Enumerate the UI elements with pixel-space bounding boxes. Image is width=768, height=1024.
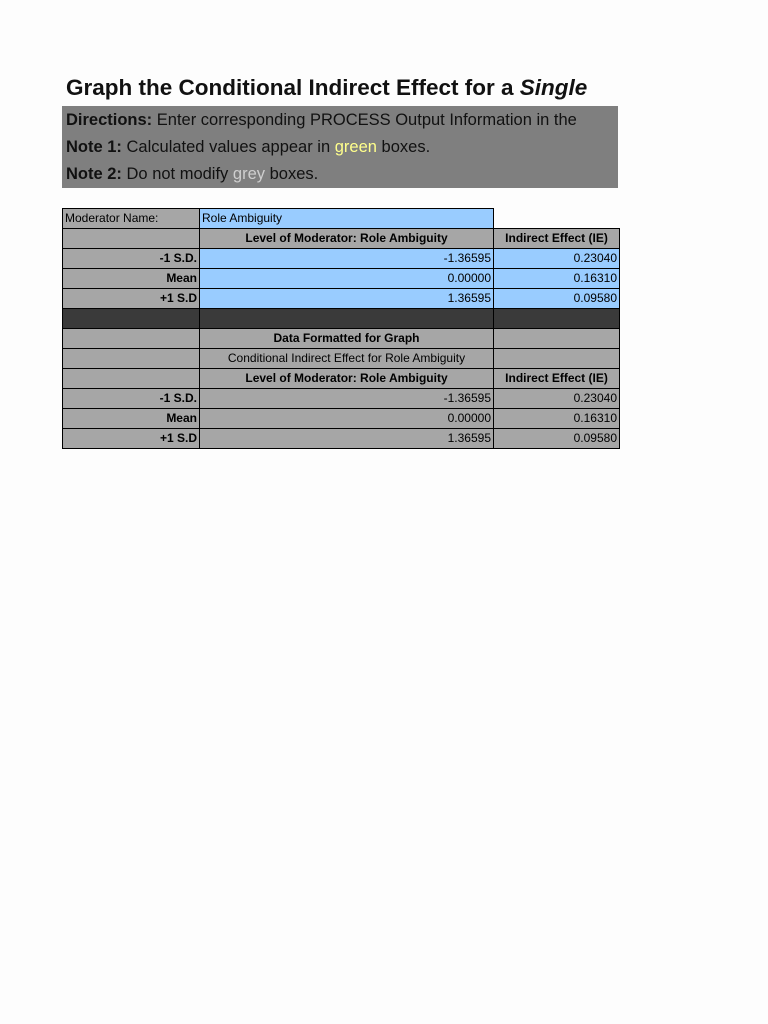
empty-cell	[63, 329, 200, 349]
ie-value: 0.09580	[494, 429, 620, 449]
empty-cell	[494, 329, 620, 349]
directions-text: Enter corresponding PROCESS Output Information in the	[156, 111, 577, 129]
separator-cell	[200, 309, 494, 329]
level-input[interactable]: -1.36595	[200, 249, 494, 269]
input-row	[63, 249, 620, 269]
ie-input[interactable]: 0.09580	[494, 289, 620, 309]
note2-label: Note 2:	[66, 165, 122, 183]
empty-cell	[63, 369, 200, 389]
empty-cell	[63, 229, 200, 249]
note2-text: Do not modify	[126, 165, 229, 183]
graph-row	[63, 429, 620, 449]
separator-row	[63, 309, 620, 329]
graph-row	[63, 409, 620, 429]
empty-cell	[494, 209, 620, 229]
empty-cell	[63, 349, 200, 369]
row-label: +1 S.D	[63, 429, 200, 449]
row-label: -1 S.D.	[63, 389, 200, 409]
graph-subtitle: Conditional Indirect Effect for Role Ambiguity	[200, 349, 494, 369]
ie-value: 0.16310	[494, 409, 620, 429]
level-column-header: Level of Moderator: Role Ambiguity	[200, 369, 494, 389]
ie-value: 0.23040	[494, 389, 620, 409]
note2-line	[66, 161, 318, 187]
moderator-name-label: Moderator Name:	[63, 209, 200, 229]
graph-header-row	[63, 369, 620, 389]
row-label: +1 S.D	[63, 289, 200, 309]
note1-suffix: boxes.	[381, 138, 431, 156]
moderator-data-table	[62, 208, 620, 449]
level-input[interactable]: 0.00000	[200, 269, 494, 289]
title-main: Graph the Conditional Indirect Effect for a	[66, 75, 514, 100]
graph-section-title: Data Formatted for Graph	[200, 329, 494, 349]
note1-label: Note 1:	[66, 138, 122, 156]
directions-label: Directions:	[66, 111, 153, 129]
graph-row	[63, 389, 620, 409]
empty-cell	[494, 349, 620, 369]
ie-column-header: Indirect Effect (IE)	[494, 369, 620, 389]
title-italic: Single	[519, 75, 588, 100]
ie-column-header: Indirect Effect (IE)	[494, 229, 620, 249]
level-column-header: Level of Moderator: Role Ambiguity	[200, 229, 494, 249]
note1-highlight: green	[334, 138, 377, 156]
graph-section-title-row	[63, 329, 620, 349]
note2-suffix: boxes.	[269, 165, 319, 183]
level-value: 1.36595	[200, 429, 494, 449]
input-header-row	[63, 229, 620, 249]
directions-line	[66, 107, 577, 133]
page-title	[66, 72, 618, 104]
graph-subtitle-row	[63, 349, 620, 369]
row-label: -1 S.D.	[63, 249, 200, 269]
ie-input[interactable]: 0.16310	[494, 269, 620, 289]
instructions-banner	[62, 106, 618, 188]
moderator-name-row	[63, 209, 620, 229]
ie-input[interactable]: 0.23040	[494, 249, 620, 269]
input-row	[63, 269, 620, 289]
row-label: Mean	[63, 409, 200, 429]
level-value: 0.00000	[200, 409, 494, 429]
note1-line	[66, 134, 430, 160]
separator-cell	[63, 309, 200, 329]
note2-highlight: grey	[232, 165, 266, 183]
level-input[interactable]: 1.36595	[200, 289, 494, 309]
level-value: -1.36595	[200, 389, 494, 409]
input-row	[63, 289, 620, 309]
row-label: Mean	[63, 269, 200, 289]
moderator-name-input[interactable]: Role Ambiguity	[200, 209, 494, 229]
separator-cell	[494, 309, 620, 329]
note1-text: Calculated values appear in	[126, 138, 331, 156]
